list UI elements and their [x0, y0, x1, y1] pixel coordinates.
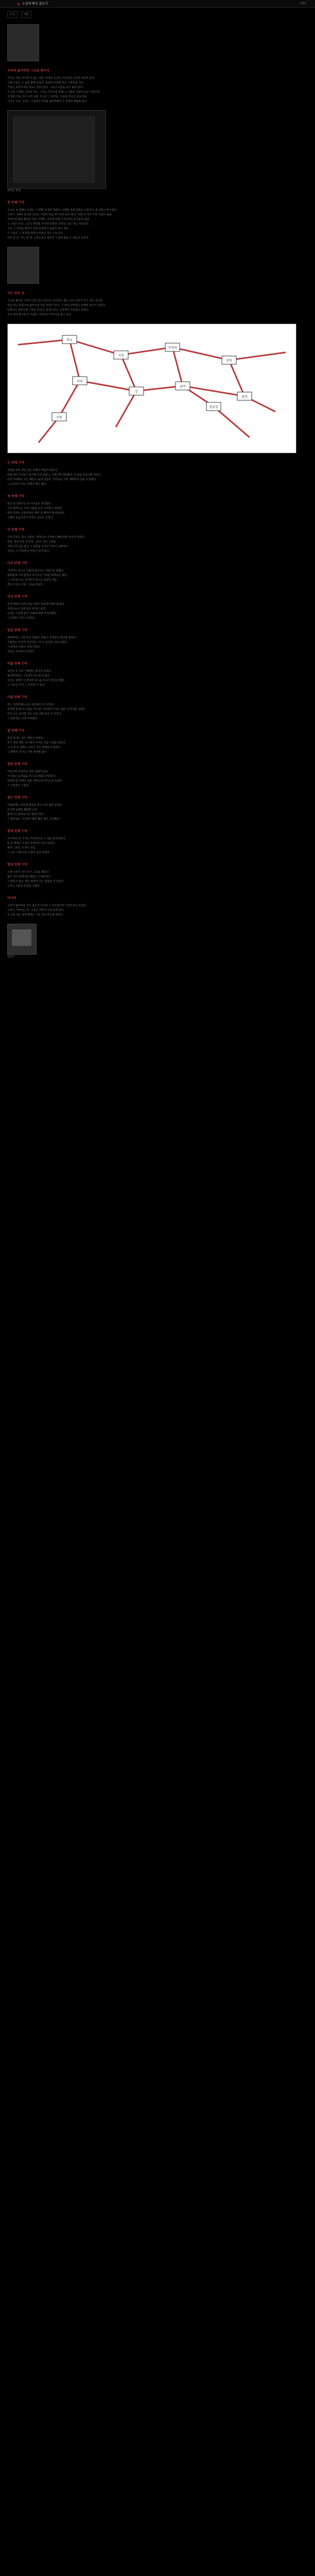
story-section — [7, 695, 308, 721]
section-heading: 일곱 번째 기억 — [7, 629, 27, 632]
text-line: 그 소리에 우리는 잠에서 깨곤 했다. — [7, 483, 47, 486]
text-line: 하루에 몇 번 오지 않는 버스를 기다리며 우리는 많은 이야기를 나눴다. — [7, 708, 86, 711]
story-section — [7, 662, 308, 688]
intro-photo — [7, 24, 39, 61]
text-line: 주인 할머니는 우리 이름을 모두 기억하고 계셨다. — [7, 507, 63, 510]
text-line: 지금은 주차장이 되었다. — [7, 650, 35, 653]
blog-title[interactable] — [18, 2, 48, 6]
post-body — [7, 11, 308, 965]
text-line: 강을 건너 북쪽으로 올라가면 작은 언덕이 있고, 그 언덕 너머에는 오래된 학교가 있었다. — [7, 304, 106, 307]
map-svg — [8, 324, 296, 453]
text-line: 플랫폼에 서서 멀리서 다가오는 기차를 바라보곤 했다. — [7, 574, 68, 577]
text-line: 벽에 그려진 키 재기 선들. — [7, 846, 37, 850]
text-line: 아이들은 눈싸움을 하고 눈사람을 만들었다. — [7, 775, 56, 778]
photo-block-1 — [7, 110, 308, 193]
text-line: 이 글을 읽는 당신에게도 그런 곳이 있기를 바란다. — [7, 913, 64, 917]
section-heading: 열네 번째 기억 — [7, 863, 27, 867]
section-heading: 열세 번째 기억 — [7, 829, 27, 833]
section-heading: 여덟 번째 기억 — [7, 662, 27, 666]
section-1 — [7, 200, 308, 241]
text-line: 이사하던 날, 우리는 마지막으로 그 집을 둘러보았다. — [7, 837, 66, 840]
text-line: 언덕 위에 오르면 마을 전체가 한눈에 내려다보였다. — [7, 603, 65, 606]
text-line: 저녁노을이 지붕 위로 번지던 풍경. — [7, 607, 46, 611]
map-marker[interactable] — [73, 377, 87, 385]
text-line: 먼지 쌓인 책들 사이에서 우리는 처음 소설을 만났다. — [7, 741, 66, 744]
story-section — [7, 862, 308, 889]
section-heading: 열 번째 기억 — [7, 729, 25, 733]
tag-badge[interactable]: 예술 — [21, 11, 31, 18]
section-heading: 첫 번째 기억 — [7, 201, 25, 205]
map-label: 강 — [135, 390, 138, 394]
map-label: 광장 — [241, 395, 248, 399]
text-line: 사람들은 모여서 이야기를 나누고 음식을 나눠 먹었다. — [7, 641, 68, 644]
small-photo-block — [7, 247, 308, 284]
text-line: 그 광장은 마을의 중심이었다. — [7, 646, 41, 649]
blog-logo-icon — [18, 3, 20, 5]
text-line: 결국 우리는 모두 그곳을 떠났다. — [7, 583, 44, 586]
map-marker[interactable] — [176, 382, 190, 390]
section-heading: 열한 번째 기억 — [7, 762, 27, 766]
text-line: 그때의 웃음소리가 아직도 들리는 듯하다. — [7, 516, 54, 519]
poster-image — [7, 110, 106, 189]
text-line: 그때 우리는 그 길을 함께 걸었다. 골목과 다리와 작은 시장들을 지나. — [7, 81, 84, 84]
map-marker[interactable] — [114, 351, 128, 359]
text-line: 우리는 그곳에 앉아 미래에 대해 이야기했다. — [7, 612, 57, 615]
category-badge[interactable]: 소설 — [7, 11, 18, 18]
text-line: 지도 위에 표시된 각 지점은 저마다의 이야기를 품고 있다. — [7, 313, 72, 316]
text-line: 그 기차를 타고 어디론가 떠나고 싶었던 마음. — [7, 579, 58, 582]
text-line: 그 나무는 아직 그 자리에 서 있다. — [7, 684, 45, 687]
map-label: 시장 — [118, 354, 124, 358]
map-label: 학교 — [66, 338, 73, 342]
story-section — [7, 528, 308, 554]
poster-graphic — [13, 116, 95, 183]
text-line: 우리가 잃어버린 것은 장소가 아니라 그 장소에서의 시간일지도 모른다. — [7, 904, 87, 907]
story-section — [7, 728, 308, 755]
text-line: 방과 후에는 운동장에서 해가 질 때까지 뛰어놀았다. — [7, 512, 65, 515]
map-marker[interactable] — [165, 343, 180, 351]
text-line: 어머니의 손을 잡고 그 골목을 지나던 기억이 선명하다. — [7, 545, 68, 548]
text-line: 텅 빈 방에는 우리의 흔적만이 남아 있었다. — [7, 842, 56, 845]
text-line: 떡집, 생선가게, 옷가게, 그리고 작은 식당들. — [7, 540, 57, 544]
text-line: 그 시절 우리는 그곳이 영원할 것이라 믿었다. 하지만 모든 것은 지나갔다. — [7, 223, 90, 226]
text-line: 모기향 냄새와 풀벌레 소리. — [7, 808, 38, 811]
text-line: 이 글은 오래된 사진과 지도, 그리고 이야기를 통해 그 시절을 되짚어 보는 기록이다. — [7, 91, 101, 94]
map-label: 다리 — [77, 380, 83, 383]
text-line: 저녁이면 불을 밝히던 작은 가게들. 길모퉁이에서 기다리던 친구들의 얼굴. — [7, 218, 90, 221]
top-bar-status: LOG — [300, 2, 306, 5]
text-line: 우리는 옆에서 구경하며 훈수를 두다가 혼나곤 했다. — [7, 679, 65, 682]
map-marker[interactable] — [52, 413, 66, 421]
text-line: 그 집은 이제 다른 사람의 집이 되었다. — [7, 851, 50, 854]
text-line: 그리고 조용히 안녕을 고했다. — [7, 885, 41, 888]
section-2 — [7, 291, 308, 317]
text-line: 남쪽으로 내려가면 시장이 있었고, 동쪽으로는 기차역이 자리잡고 있었다. — [7, 309, 90, 312]
story-section — [7, 595, 308, 621]
intro-section — [7, 69, 308, 104]
section-heading: 열두 번째 기억 — [7, 796, 27, 800]
text-line: 다리 아래에는 작은 배들이 묶여 있었다. 어부들은 이른 새벽부터 일을 시작했다. — [7, 478, 97, 481]
section-heading: 여섯 번째 기억 — [7, 595, 27, 599]
story-section — [7, 494, 308, 520]
map-label: 언덕 — [226, 359, 232, 363]
map-marker[interactable] — [237, 392, 252, 400]
text-line: 사진 한 장, 지도 한 장. 그것으로도 충분히 그곳에 닿을 수 있을지 모른다. — [7, 236, 90, 240]
photo-caption: 잊혀진 풍경 — [7, 189, 21, 192]
author-avatar — [7, 924, 37, 955]
story-section — [7, 461, 308, 487]
route-line — [80, 381, 244, 396]
text-line: 기차역은 떠나는 사람과 돌아오는 사람으로 붐볐다. — [7, 569, 64, 572]
text-line: 비가 오는 날이면 작은 지붕 아래 모여 서 있었다. — [7, 713, 62, 716]
text-line: 많은 것이 변했지만 몇몇은 그대로였다. — [7, 875, 51, 878]
map-marker[interactable] — [222, 356, 236, 364]
map-label: 정류장 — [209, 405, 218, 409]
section-heading: 세 번째 기억 — [7, 495, 25, 498]
text-line: 학교 앞 문방구는 늘 아이들로 북적였다. — [7, 502, 52, 505]
section-heading: 두 번째 기억 — [7, 461, 25, 465]
text-line: 겨울이면 골목마다 연탄 냄새가 났다. — [7, 770, 49, 773]
section-heading: 아홉 번째 기억 — [7, 696, 27, 699]
footer-caption: 글쓴이 — [7, 955, 15, 958]
post-header — [7, 11, 308, 18]
section-heading: 네 번째 기억 — [7, 528, 25, 532]
section-heading: 다섯 번째 기억 — [7, 562, 27, 565]
small-photo — [7, 247, 39, 284]
text-line: 그 밤하늘은 지금보다 훨씬 많은 별로 가득했다. — [7, 818, 60, 821]
map-marker[interactable] — [62, 335, 77, 344]
footer-block — [7, 924, 308, 959]
text-line: 그리고 지금, 우리는 그곳에서 무엇을 잃어버렸는지 천천히 떠올려 본다. — [7, 100, 87, 103]
text-line: 여름이면 아이들이 물가에 모여 놀았고, 겨울이면 얼어붙은 강 위를 조심스레 걸었다. — [7, 473, 102, 477]
text-line: 따뜻한 방 안에서 귤을 까먹으며 라디오를 들었다. — [7, 779, 63, 783]
text-line: 그 소설 속 세계는 우리가 사는 세계보다 넓었다. — [7, 746, 61, 749]
map-label: 기차역 — [168, 346, 177, 350]
text-line: 지금 그 자리를 찾아가 보면 흔적만이 조용히 남아 있다. — [7, 227, 69, 230]
section-heading: 지도 위의 길 — [7, 292, 25, 295]
text-line: 광장에서는 가끔 장이 열렸다. 떠돌이 상인들이 물건을 팔았다. — [7, 636, 77, 639]
text-line: 오랜 시간이 지나 다시 그곳을 찾았다. — [7, 871, 49, 874]
map-marker[interactable] — [129, 387, 144, 395]
text-line: 지금은 그 자리에 큰 마트가 들어섰다. — [7, 550, 49, 553]
text-line: 버스 정류장에는 낡은 표지판이 서 있었다. — [7, 703, 55, 706]
text-line: 골목 끝에는 작은 책방이 있었다. — [7, 737, 44, 740]
map-label: 공원 — [56, 416, 62, 419]
text-line: 그러나 그때의 공기와 소리는 여전히 마음 한구석에 남아 있다. 어릴 적 자주 가던 시장의 냄새. — [7, 213, 113, 216]
route-line — [18, 340, 286, 360]
text-line: 그 책방의 주인은 이제 세상에 없다. — [7, 751, 47, 754]
text-line: 여름밤에는 마당에 평상을 펴고 누워 별을 보았다. — [7, 804, 63, 807]
map-marker[interactable] — [206, 402, 221, 411]
route-map — [7, 324, 296, 453]
story-section — [7, 561, 308, 587]
text-line: 저 멀리 강을 건너 다리 위를 지나던 그 풍경들. 서로를 부르던 목소리들. — [7, 95, 87, 98]
text-line: 할머니가 들려주시던 옛날이야기. — [7, 813, 45, 816]
story-section — [7, 628, 308, 654]
story-section — [7, 795, 308, 822]
text-line: 도시는 늘 변했고 우리는 그 변화 속에서 자랐다. 오래된 집과 골목은 사라지고 새 건물이 들어섰다. — [7, 209, 117, 212]
text-line: 할아버지들은 그곳에서 장기를 두셨다. — [7, 674, 50, 677]
author-intro — [7, 24, 308, 61]
text-line: 지도를 펼치면 우리가 걷던 길이 선으로 이어진다. 붉은 선은 우리가 자주 걷던 길이다. — [7, 299, 103, 302]
route-line — [39, 340, 80, 443]
closing-section — [7, 896, 308, 918]
text-line: 우리는 지금 어디에 서 있는 걸까. 잊혀진 공간의 이야기를 조금씩 꺼내어 본다. — [7, 77, 95, 80]
text-line: 공원의 큰 나무 아래에는 벤치가 있었다. — [7, 670, 52, 673]
map-label: 골목 — [180, 385, 186, 388]
route-line — [229, 360, 275, 412]
text-line: 그 정류장은 이제 사라졌다. — [7, 717, 38, 720]
text-line: 그 미래가 지금이 되었다. — [7, 617, 36, 620]
text-line: 이 기록은 그 흔적을 따라가 보려는 작은 시도이다. — [7, 232, 64, 235]
text-line: 그 겨울들이 그립다. — [7, 784, 30, 787]
text-line: 시장 골목은 좁고 길었다. 양쪽으로 가게들이 빼곡하게 늘어서 있었다. — [7, 536, 85, 539]
map-block — [7, 324, 308, 453]
top-bar — [0, 0, 315, 8]
story-section — [7, 762, 308, 788]
blog-title-text: 소설에 빠진 블로거 — [22, 2, 48, 6]
closing-heading: 마치며 — [7, 896, 16, 900]
text-line: 그 변하지 않은 것들 앞에서 나는 한참을 서 있었다. — [7, 880, 64, 883]
intro-heading: 우리의 잃어버린 그곳을 찾아서 — [7, 69, 49, 73]
text-line: 강변을 따라 걷던 길은 언제나 바람이 불었다. — [7, 469, 58, 472]
story-section — [7, 829, 308, 855]
text-line: 기억은 흐려지지만 장소는 남아 있다. 그곳의 이름을 다시 불러 본다. — [7, 86, 83, 89]
text-line: 그러나 기억하는 한, 그곳은 여전히 우리 안에 있다. — [7, 909, 64, 912]
